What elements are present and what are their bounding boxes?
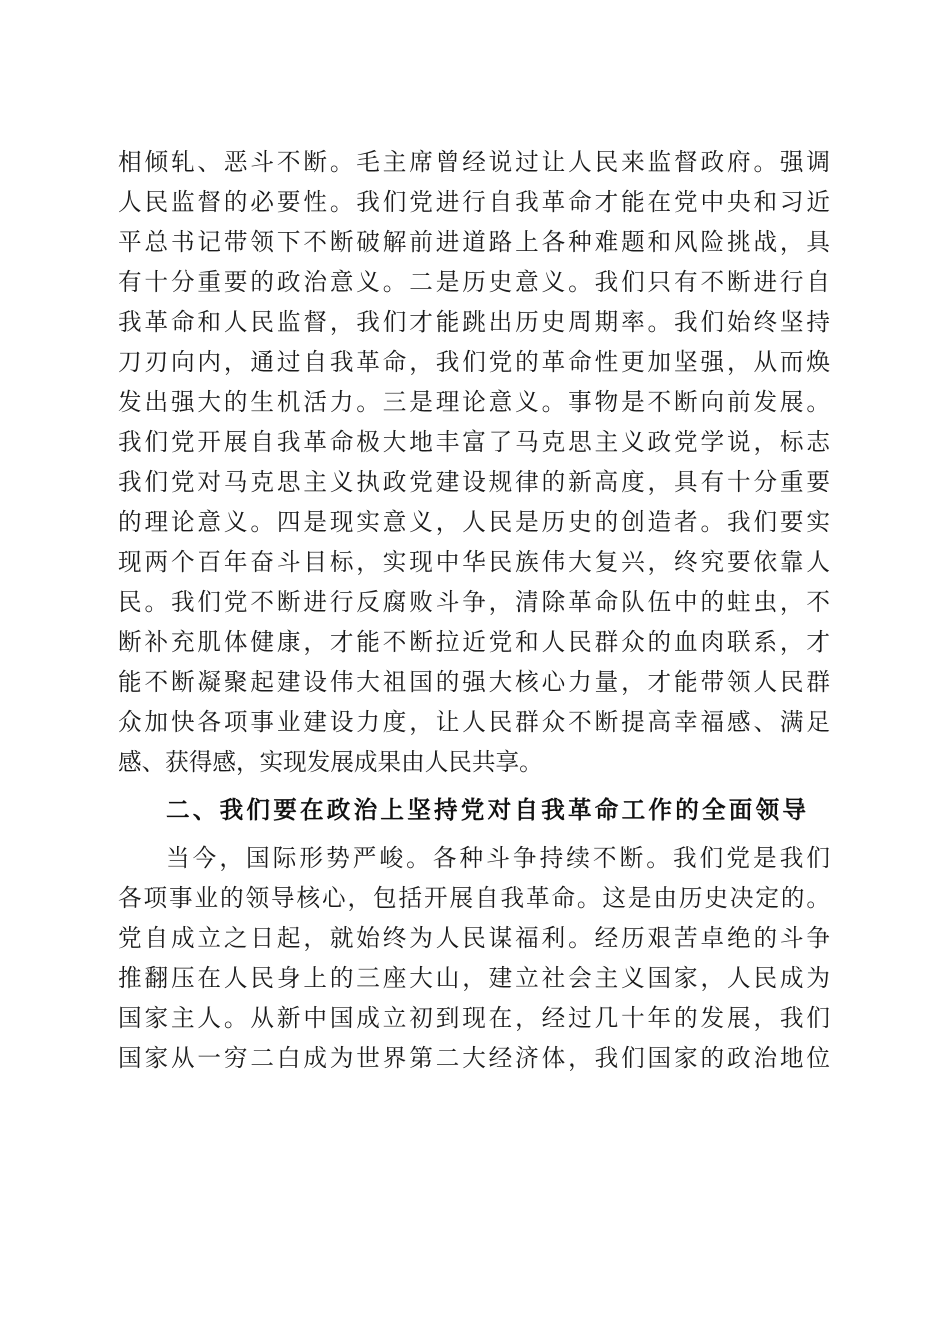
paragraph-line: 平总书记带领下不断破解前进道路上各种难题和风险挑战，具 — [118, 228, 830, 256]
paragraph-line: 推翻压在人民身上的三座大山，建立社会主义国家，人民成为 — [118, 964, 830, 992]
paragraph-line: 发出强大的生机活力。三是理论意义。事物是不断向前发展。 — [118, 388, 830, 416]
paragraph-line: 民。我们党不断进行反腐败斗争，清除革命队伍中的蛀虫，不 — [118, 588, 830, 616]
paragraph-line: 断补充肌体健康，才能不断拉近党和人民群众的血肉联系，才 — [118, 628, 830, 656]
paragraph-line: 国家主人。从新中国成立初到现在，经过几十年的发展，我们 — [118, 1004, 830, 1032]
section-heading: 二、我们要在政治上坚持党对自我革命工作的全面领导 — [166, 796, 806, 824]
paragraph-line: 有十分重要的政治意义。二是历史意义。我们只有不断进行自 — [118, 268, 830, 296]
paragraph-line: 人民监督的必要性。我们党进行自我革命才能在党中央和习近 — [118, 188, 830, 216]
paragraph-line: 各项事业的领导核心，包括开展自我革命。这是由历史决定的。 — [118, 884, 830, 912]
paragraph-line: 国家从一穷二白成为世界第二大经济体，我们国家的政治地位 — [118, 1044, 830, 1072]
paragraph-line: 的理论意义。四是现实意义，人民是历史的创造者。我们要实 — [118, 508, 830, 536]
paragraph-line: 党自成立之日起，就始终为人民谋福利。经历艰苦卓绝的斗争 — [118, 924, 830, 952]
paragraph-line: 众加快各项事业建设力度，让人民群众不断提高幸福感、满足 — [118, 708, 830, 736]
paragraph-line: 感、获得感，实现发展成果由人民共享。 — [118, 748, 543, 776]
paragraph-line: 刀刃向内，通过自我革命，我们党的革命性更加坚强，从而焕 — [118, 348, 830, 376]
paragraph-line: 当今，国际形势严峻。各种斗争持续不断。我们党是我们 — [166, 844, 830, 872]
paragraph-line: 能不断凝聚起建设伟大祖国的强大核心力量，才能带领人民群 — [118, 668, 830, 696]
paragraph-line: 我革命和人民监督，我们才能跳出历史周期率。我们始终坚持 — [118, 308, 830, 336]
paragraph-line: 我们党对马克思主义执政党建设规律的新高度，具有十分重要 — [118, 468, 830, 496]
paragraph-line: 相倾轧、恶斗不断。毛主席曾经说过让人民来监督政府。强调 — [118, 148, 830, 176]
paragraph-line: 我们党开展自我革命极大地丰富了马克思主义政党学说，标志 — [118, 428, 830, 456]
paragraph-line: 现两个百年奋斗目标，实现中华民族伟大复兴，终究要依靠人 — [118, 548, 830, 576]
